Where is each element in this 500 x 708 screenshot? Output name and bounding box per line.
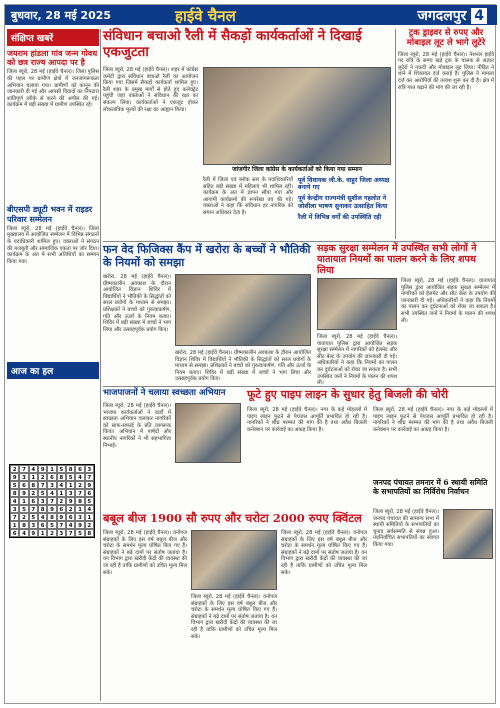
road-safety-text: जिला ब्यूरो, 28 मई (हाईवे चैनल)। यातायात पुलिस द्वारा आयोजित सड़क सुरक्षा सम्मेलन में नागरिकों को हेलमेट और सीट बेल्ट के उपयोग की जानकारी दी गई। अधिकारियों ने कहा कि नियमों का पालन कर दुर्घटनाओं को रोका जा सकता है। सभी उपस्थित जनों ने नियमों के पालन की शपथ ली।	[401, 278, 495, 324]
cleanliness-headline: भाजपाजनों ने चलाया स्वच्छता अभियान	[103, 388, 226, 398]
lead-headline: संविधान बचाओ रैली में सैकड़ों कार्यकर्ताओं ने दिखाई एकजुटता	[103, 28, 362, 60]
sudoku-cell: 1	[75, 505, 84, 513]
sudoku-cell: 3	[19, 473, 28, 481]
cleanliness-text: जिला ब्यूरो, 28 मई (हाईवे चैनल)। भाजपा कार्यकर्ताओं ने वार्डों में स्वच्छता अभियान चलाकर नागरिकों को साफ-सफाई के प्रति जागरूक किया। अभियान में पार्षदों और स्थानीय नागरिकों ने भी सहभागिता निभाई।	[103, 403, 171, 449]
left-column	[7, 29, 99, 701]
sudoku-cell: 6	[29, 497, 38, 505]
physics-camp-text: खरोरा, 28 मई (हाईवे चैनल)। ग्रीष्मकालीन अवकाश के दौरान आयोजित विज्ञान शिविर में विद्यार्थियों ने भौतिकी के सिद्धांतों को सरल प्रयोगों के माध्यम से समझा। प्रशिक्षकों ने बच्चों को गुरुत्वाकर्षण, गति और ऊर्जा के नियम बताए। शिविर में बड़ी संख्या में बच्चों ने भाग लिया और उत्साहपूर्वक प्रयोग किए।	[103, 274, 171, 333]
sudoku-cell: 8	[10, 489, 19, 497]
puzzle-heading: आज का हल	[7, 362, 99, 379]
sudoku-cell: 9	[47, 505, 56, 513]
column-divider	[100, 29, 101, 701]
sudoku-cell: 6	[19, 481, 28, 489]
sudoku-cell: 6	[85, 489, 94, 497]
physics-camp-photo	[175, 274, 311, 346]
sudoku-cell: 3	[85, 465, 94, 473]
panchayat-story	[373, 479, 495, 704]
newspaper-page	[4, 4, 496, 704]
sudoku-cell: 1	[19, 497, 28, 505]
lead-subhead-2: पूर्व केन्द्रीय राज्यमंत्री सुशील गहलोत ने जोशीला भाषण सुनाकर उत्साहित किया	[298, 195, 388, 210]
lead-subhead-1: पूर्व विधायक जी.के. वाहुर जिला अध्यक्ष बनाये गए	[298, 177, 390, 192]
sudoku-cell: 8	[57, 473, 66, 481]
seed-price-headline: बबूल बीज 1900 सौ रुपए और चरोटा 2000 रुपए क्विंटल	[103, 511, 362, 525]
sudoku-cell: 4	[10, 497, 19, 505]
physics-camp-story	[103, 244, 313, 384]
sudoku-cell: 2	[38, 473, 47, 481]
sudoku-cell: 5	[75, 529, 84, 537]
right-brief-story	[398, 29, 494, 239]
sudoku-cell: 8	[75, 497, 84, 505]
issue-date: बुधवार, 28 मई 2025	[11, 9, 112, 22]
sudoku-cell: 5	[85, 497, 94, 505]
sudoku-cell: 6	[47, 473, 56, 481]
sudoku-cell: 7	[19, 465, 28, 473]
seed-price-story	[103, 512, 369, 702]
left-story2-text: जिला ब्यूरो, 28 मई (हाईवे चैनल)। जिला मुख्यालय में आयोजित सम्मेलन में विभिन्न संगठनों के पदाधिकारी शामिल हुए। वक्ताओं ने संगठन की मजबूती और सामाजिक एकता पर जोर दिया। कार्यक्रम के अंत में सभी अतिथियों का सम्मान किया गया।	[7, 225, 99, 265]
sudoku-cell: 6	[38, 521, 47, 529]
sudoku-cell: 9	[66, 497, 75, 505]
sudoku-cell: 9	[85, 481, 94, 489]
sudoku-cell: 2	[29, 489, 38, 497]
physics-camp-text-cont: खरोरा, 28 मई (हाईवे चैनल)। ग्रीष्मकालीन अवकाश के दौरान आयोजित विज्ञान शिविर में विद्यार्थियों ने भौतिकी के सिद्धांतों को सरल प्रयोगों के माध्यम से समझा। प्रशिक्षकों ने बच्चों को गुरुत्वाकर्षण, गति और ऊर्जा के नियम बताए। शिविर में बड़ी संख्या में बच्चों ने भाग लिया और उत्साहपूर्वक प्रयोग किए।	[175, 350, 311, 383]
sudoku-cell: 5	[38, 489, 47, 497]
sudoku-cell: 8	[38, 505, 47, 513]
lead-rally-photo	[203, 67, 391, 165]
road-safety-photo	[317, 278, 397, 330]
cleanliness-story	[103, 389, 243, 509]
sudoku-cell: 9	[38, 465, 47, 473]
cleanliness-photo	[175, 403, 241, 463]
sudoku-cell: 2	[75, 481, 84, 489]
lead-subhead-3: रैली में विभिन्न वर्गों की उपस्थिति रही	[298, 213, 382, 221]
seed-price-photo	[191, 530, 277, 590]
sudoku-cell: 7	[75, 489, 84, 497]
road-safety-story	[317, 243, 495, 387]
sudoku-cell: 3	[29, 521, 38, 529]
sudoku-cell: 7	[29, 505, 38, 513]
sudoku-cell: 7	[85, 473, 94, 481]
sudoku-cell: 5	[10, 481, 19, 489]
sudoku-cell: 9	[19, 489, 28, 497]
pipeline-story	[247, 389, 495, 477]
sudoku-cell: 2	[57, 497, 66, 505]
sudoku-cell: 7	[57, 521, 66, 529]
sudoku-cell: 6	[10, 529, 19, 537]
sudoku-cell: 5	[19, 505, 28, 513]
pipeline-headline: फूटे हुए पाइप लाइन के सुधार हेतु बिजली की चोरी	[247, 388, 449, 401]
pipeline-text-cont: जिला ब्यूरो, 28 मई (हाईवे चैनल)। नगर के कई मोहल्लों में पाइप लाइन फूटने से पेयजल आपूर्ति प्रभावित हो रही है। नागरिकों ने शीघ्र मरम्मत की मांग की है तथा अवैध बिजली कनेक्शन पर कार्रवाई का आग्रह किया है।	[373, 407, 493, 433]
sudoku-cell: 2	[66, 505, 75, 513]
brand-name: हाईवे चैनल	[175, 7, 236, 25]
seed-price-text-col2: जिला ब्यूरो, 28 मई (हाईवे चैनल)। वनोपज संग्राहकों के लिए इस वर्ष बबूल बीज और चरोटा के समर्थन मूल्य घोषित किए गए हैं। संग्राहकों ने बढ़े दामों पर संतोष जताया है। वन विभाग द्वारा खरीदी केंद्रों की व्यवस्था की जा रही है ताकि ग्रामीणों को उचित मूल्य मिल सके।	[191, 594, 277, 640]
road-safety-headline: सड़क सुरक्षा सम्मेलन में उपस्थित सभी लोगों ने यातायात नियमों का पालन करने के लिए शपथ लिया	[317, 243, 477, 276]
sudoku-cell: 2	[47, 529, 56, 537]
sudoku-cell: 1	[57, 489, 66, 497]
lead-subheads	[298, 177, 391, 221]
sudoku-cell: 7	[47, 497, 56, 505]
sudoku-cell: 2	[85, 521, 94, 529]
sudoku-cell: 4	[29, 465, 38, 473]
sudoku-cell: 7	[66, 529, 75, 537]
sudoku-cell: 1	[29, 473, 38, 481]
sudoku-cell: 4	[38, 513, 47, 521]
sudoku-cell: 8	[66, 465, 75, 473]
row-divider	[103, 386, 495, 387]
sudoku-cell: 3	[47, 481, 56, 489]
sudoku-cell: 8	[19, 521, 28, 529]
sudoku-cell: 3	[10, 505, 19, 513]
physics-camp-headline: फन वेद फिजिक्स कैंप में खरोरा के बच्चों ने भौतिकी के नियमों को समझा	[103, 243, 311, 269]
lead-photo-caption: जांजगीर जिला कांग्रेस के कार्यकर्ताओं को किया गया सम्मान	[232, 166, 362, 173]
left-story1-text: जिला ब्यूरो, 28 मई (हाईवे चैनल)। जिला पुलिस की पहल पर ग्रामीण क्षेत्रों में जनजागरूकता अभियान चलाया गया। ग्रामीणों को कानून की जानकारी दी गई और आपसी विवादों का निपटारा शांतिपूर्ण तरीके से करने की अपील की गई। कार्यक्रम में बड़ी संख्या में ग्रामीण उपस्थित रहे।	[7, 69, 99, 109]
page-header-bar	[5, 5, 497, 25]
sudoku-cell: 9	[57, 513, 66, 521]
sudoku-cell: 1	[10, 521, 19, 529]
panchayat-text: जिला ब्यूरो, 28 मई (हाईवे चैनल)। जनपद पंचायत की सामान्य सभा में स्थायी समितियों के सभापतियों का चुनाव सर्वसम्मति से संपन्न हुआ। नवनिर्वाचित सभापतियों का स्वागत किया गया।	[373, 509, 439, 548]
right-brief-text: जिला ब्यूरो, 28 मई (हाईवे चैनल)। नेशनल हाईवे पर रात्रि के समय खड़े ट्रक के चालक से अज्ञात लुटेरों ने नकदी और मोबाइल लूट लिया। पीड़ित ने थाने में शिकायत दर्ज कराई है। पुलिस ने मामला दर्ज कर आरोपियों की तलाश शुरू कर दी है। क्षेत्र में रात्रि गश्त बढ़ाने की मांग की जा रही है।	[398, 51, 494, 91]
column-divider	[395, 29, 396, 239]
sudoku-cell: 6	[75, 465, 84, 473]
sudoku-cell: 6	[57, 505, 66, 513]
sudoku-cell: 3	[38, 497, 47, 505]
sudoku-cell: 4	[75, 473, 84, 481]
sudoku-cell: 2	[10, 465, 19, 473]
brief-news-heading: संक्षिप्त खबरें	[7, 29, 99, 46]
sudoku-cell: 9	[10, 473, 19, 481]
road-safety-text-cont: जिला ब्यूरो, 28 मई (हाईवे चैनल)। यातायात पुलिस द्वारा आयोजित सड़क सुरक्षा सम्मेलन में नागरिकों को हेलमेट और सीट बेल्ट के उपयोग की जानकारी दी गई। अधिकारियों ने कहा कि नियमों का पालन कर दुर्घटनाओं को रोका जा सकता है। सभी उपस्थित जनों ने नियमों के पालन की शपथ ली।	[317, 334, 397, 387]
sudoku-cell: 6	[66, 513, 75, 521]
panchayat-headline: जनपद पंचायत तमनार में 6 स्थायी समिति के सभापतियों का निर्विरोध निर्वाचन	[373, 478, 488, 496]
sudoku-cell: 1	[47, 465, 56, 473]
panchayat-photo	[443, 509, 493, 559]
sudoku-cell: 7	[38, 481, 47, 489]
sudoku-cell: 3	[57, 529, 66, 537]
sudoku-cell: 5	[47, 521, 56, 529]
row-divider	[103, 241, 495, 242]
sudoku-cell: 3	[66, 489, 75, 497]
sudoku-cell: 4	[66, 521, 75, 529]
seed-price-text-col3: जिला ब्यूरो, 28 मई (हाईवे चैनल)। वनोपज संग्राहकों के लिए इस वर्ष बबूल बीज और चरोटा के समर्थन मूल्य घोषित किए गए हैं। संग्राहकों ने बढ़े दामों पर संतोष जताया है। वन विभाग द्वारा खरीदी केंद्रों की व्यवस्था की जा रही है ताकि ग्रामीणों को उचित मूल्य मिल सके।	[281, 530, 367, 576]
sudoku-cell: 4	[57, 481, 66, 489]
sudoku-cell: 4	[85, 505, 94, 513]
sudoku-cell: 4	[19, 529, 28, 537]
sudoku-cell: 8	[29, 481, 38, 489]
sudoku-cell: 4	[47, 489, 56, 497]
sudoku-cell: 5	[29, 513, 38, 521]
lead-story	[103, 29, 393, 239]
sudoku-cell: 5	[57, 465, 66, 473]
sudoku-cell: 8	[85, 529, 94, 537]
sudoku-solution-grid	[9, 464, 95, 538]
left-story2-heading: बीएसपी ड्यूटी भवन में राइडर परिवार सम्मेलन	[7, 204, 93, 224]
sudoku-cell: 5	[66, 473, 75, 481]
lead-text-col2: रैली में जिला एवं ब्लॉक स्तर के पदाधिकारियों सहित बड़ी संख्या में महिलाएं भी शामिल रहीं। कार्यक्रम के अंत में ज्ञापन सौंपा गया और आगामी कार्यक्रमों की रूपरेखा तय की गई। वक्ताओं ने कहा कि संविधान हर नागरिक को समान अधिकार देता है।	[203, 177, 293, 216]
sudoku-cell: 9	[75, 521, 84, 529]
pipeline-text: जिला ब्यूरो, 28 मई (हाईवे चैनल)। नगर के कई मोहल्लों में पाइप लाइन फूटने से पेयजल आपूर्ति प्रभावित हो रही है। नागरिकों ने शीघ्र मरम्मत की मांग की है तथा अवैध बिजली कनेक्शन पर कार्रवाई का आग्रह किया है।	[247, 407, 367, 433]
sudoku-cell: 2	[19, 513, 28, 521]
left-story1-heading: जयराम हांडला गांव जन्म गोवध को छत्र राज्य आपदा पर है	[7, 48, 98, 68]
right-brief-headline: ट्रक ड्राइवर से रुपए और मोबाइल लूट ले भागे लुटेरे	[406, 28, 486, 48]
sudoku-cell: 9	[29, 529, 38, 537]
sudoku-cell: 3	[75, 513, 84, 521]
sudoku-cell: 1	[66, 481, 75, 489]
sudoku-cell: 1	[85, 513, 94, 521]
city-page-label: जगदलपुर 4	[418, 6, 488, 25]
sudoku-cell: 1	[38, 529, 47, 537]
sudoku-cell: 7	[10, 513, 19, 521]
lead-text-col1: जिला ब्यूरो, 28 मई (हाईवे चैनल)। शहर में कांग्रेस कमेटी द्वारा संविधान बचाओ रैली का आयोजन किया गया जिसमें सैकड़ों कार्यकर्ता शामिल हुए। रैली शहर के प्रमुख मार्गों से होते हुए कलेक्ट्रेट पहुंची जहां वक्ताओं ने संविधान की रक्षा का संकल्प लिया। कार्यकर्ताओं ने एकजुट होकर लोकतांत्रिक मूल्यों की रक्षा का आह्वान किया।	[103, 67, 198, 113]
sudoku-cell: 8	[47, 513, 56, 521]
seed-price-text-col1: जिला ब्यूरो, 28 मई (हाईवे चैनल)। वनोपज संग्राहकों के लिए इस वर्ष बबूल बीज और चरोटा के समर्थन मूल्य घोषित किए गए हैं। संग्राहकों ने बढ़े दामों पर संतोष जताया है। वन विभाग द्वारा खरीदी केंद्रों की व्यवस्था की जा रही है ताकि ग्रामीणों को उचित मूल्य मिल सके।	[103, 530, 187, 576]
